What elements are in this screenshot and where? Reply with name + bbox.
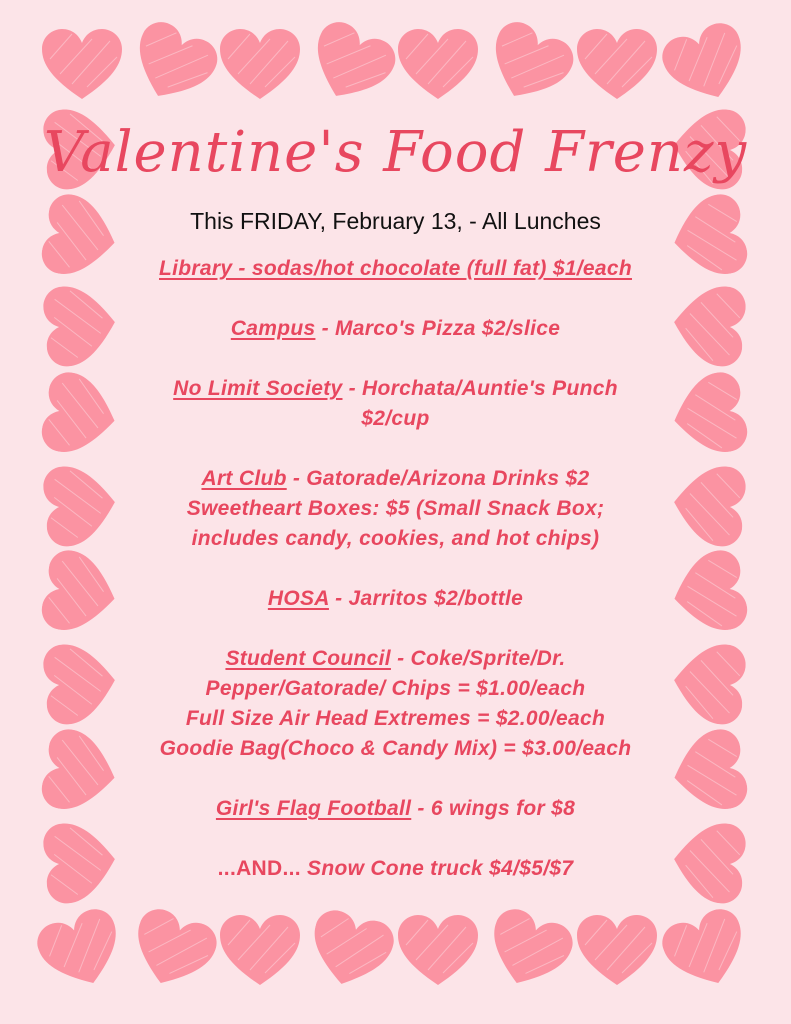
org-name: Girl's Flag Football [215, 797, 412, 820]
heart-icon [42, 640, 123, 726]
final-prefix: ...AND... [217, 857, 308, 880]
heart-icon [476, 16, 580, 117]
heart-icon [298, 16, 402, 117]
heart-icon [664, 726, 751, 818]
heart-icon [657, 18, 757, 115]
heart-icon [664, 547, 751, 639]
menu-list [120, 254, 671, 914]
heart-icon [657, 904, 757, 1001]
item-desc: - Gatorade/Arizona Drinks $2 [286, 467, 590, 490]
heart-icon [220, 915, 300, 989]
heart-icon [667, 640, 748, 726]
heart-icon [32, 904, 132, 1001]
item-line: includes candy, cookies, and hot chips) [191, 527, 600, 550]
heart-icon [42, 462, 123, 548]
heart-icon [220, 29, 300, 103]
org-name: Library - sodas/hot chocolate (full fat) $1/each [159, 257, 632, 280]
flyer-title: Valentine's Food Frenzy [43, 120, 748, 185]
item-line: Sweetheart Boxes: $5 (Small Snack Box; [186, 497, 605, 520]
org-name: Student Council [225, 647, 391, 670]
heart-icon [39, 726, 126, 818]
menu-item-student-council [120, 644, 671, 764]
heart-icon [39, 369, 126, 461]
menu-item-girls-flag-football [120, 794, 671, 824]
menu-item-final [120, 854, 671, 884]
heart-icon [302, 906, 398, 998]
org-name: HOSA [267, 587, 329, 610]
item-line: Goodie Bag(Choco & Candy Mix) = $3.00/each [159, 737, 632, 760]
heart-icon [42, 819, 123, 905]
heart-icon [664, 191, 751, 283]
heart-icon [478, 904, 578, 1001]
org-name: Art Club [201, 467, 287, 490]
heart-icon [39, 547, 126, 639]
final-text: Snow Cone truck $4/$5/$7 [307, 857, 574, 880]
org-name: Campus [230, 317, 316, 340]
heart-icon [42, 29, 122, 103]
org-name: No Limit Society [173, 377, 343, 400]
menu-item-no-limit-society [120, 374, 671, 434]
heart-icon [39, 191, 126, 283]
heart-icon [398, 29, 478, 103]
heart-icon [398, 915, 478, 989]
item-desc: - Marco's Pizza $2/slice [315, 317, 561, 340]
menu-item-campus [120, 314, 671, 344]
heart-icon [667, 462, 748, 548]
menu-item-hosa [120, 584, 671, 614]
item-desc: - Jarritos $2/bottle [328, 587, 524, 610]
menu-item-library [120, 254, 671, 284]
item-desc: - Horchata/Auntie's Punch [342, 377, 618, 400]
item-desc: - 6 wings for $8 [411, 797, 576, 820]
heart-icon [667, 819, 748, 905]
heart-icon [577, 915, 657, 989]
heart-icon [122, 904, 222, 1001]
item-line: Pepper/Gatorade/ Chips = $1.00/each [205, 677, 586, 700]
heart-icon [42, 282, 123, 368]
menu-item-art-club [120, 464, 671, 554]
item-line: $2/cup [361, 407, 430, 430]
heart-icon [667, 282, 748, 368]
heart-icon [577, 29, 657, 103]
heart-icon [664, 369, 751, 461]
flyer-subtitle: This FRIDAY, February 13, - All Lunches [190, 208, 601, 234]
heart-icon [120, 16, 224, 117]
item-line: Full Size Air Head Extremes = $2.00/each [185, 707, 606, 730]
item-desc: - Coke/Sprite/Dr. [390, 647, 566, 670]
